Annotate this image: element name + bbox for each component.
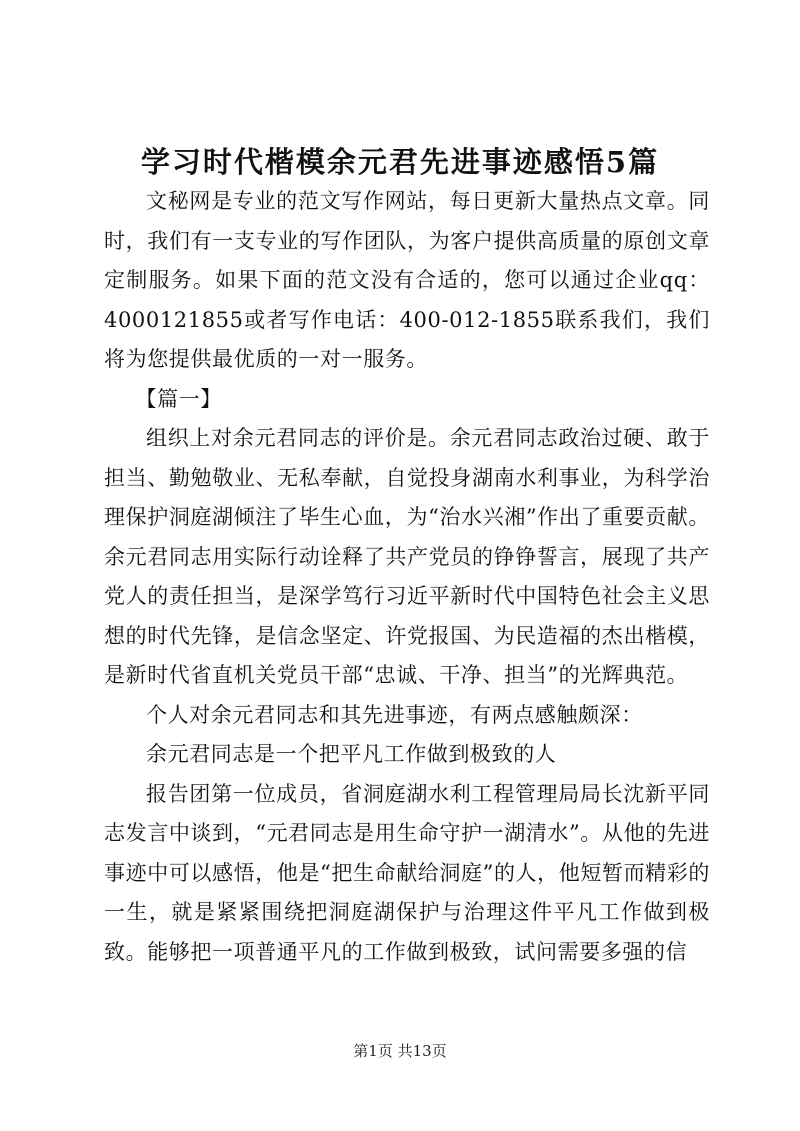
intro-paragraph: 文秘网是专业的范文写作网站，每日更新大量热点文章。同时，我们有一支专业的写作团队，为客户提供高质量的原创文章定制服务。如果下面的范文没有合适的，您可以通过企业qq：4000121855或者写作电话：400-012-1855联系我们，我们将为您提供最优质的一对一服务。 bbox=[104, 189, 710, 371]
section-heading: 【篇一】 bbox=[135, 386, 222, 411]
page-indicator: 第1页 共13页 bbox=[353, 1042, 447, 1060]
body-paragraph: 报告团第一位成员，省洞庭湖水利工程管理局局长沈新平同志发言中谈到，“元君同志是用生命守护一湖清水”。从他的先进事迹中可以感悟，他是“把生命献给洞庭”的人，他短暂而精彩的一生，就是紧紧围绕把洞庭湖保护与治理这件平凡工作做到极致。能够把一项普通平凡的工作做到极致，试问需要多强的信 bbox=[104, 781, 710, 964]
body-paragraph: 组织上对余元君同志的评价是。余元君同志政治过硬、敢于担当、勤勉敬业、无私奉献，自觉投身湖南水利事业，为科学治理保护洞庭湖倾注了毕生心血，为“治水兴湘”作出了重要贡献。余元君同志用实际行动诠释了共产党员的铮铮誓言，展现了共产党人的责任担当，是深学笃行习近平新时代中国特色社会主义思想的时代先锋，是信念坚定、许党报国、为民造福的杰出楷模，是新时代省直机关党员干部“忠诚、干净、担当”的光辉典范。 bbox=[104, 426, 710, 687]
body-paragraph: 余元君同志是一个把平凡工作做到极致的人 bbox=[146, 742, 557, 766]
body-paragraph: 个人对余元君同志和其先进事迹，有两点感触颇深： bbox=[146, 702, 643, 727]
document-title: 学习时代楷模余元君先进事迹感悟5篇 bbox=[140, 145, 660, 179]
document-body bbox=[104, 182, 710, 972]
